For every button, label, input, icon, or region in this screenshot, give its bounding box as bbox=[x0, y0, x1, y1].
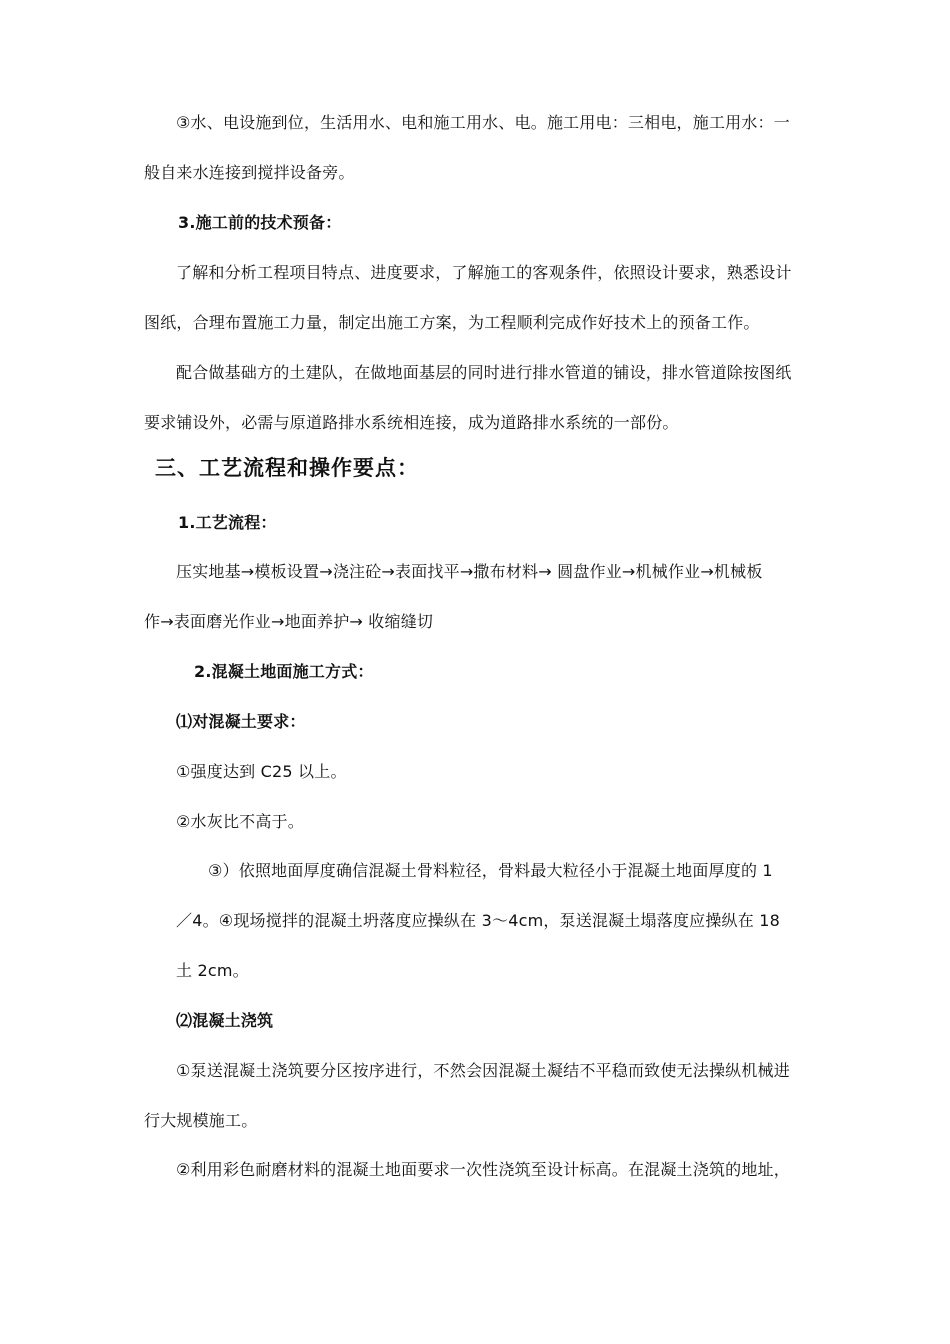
paragraph-line: ②水灰比不高于。 bbox=[176, 812, 304, 831]
paragraph-line: 图纸，合理布置施工力量，制定出施工方案，为工程顺利完成作好技术上的预备工作。 bbox=[144, 313, 760, 332]
paragraph-line: 压实地基→模板设置→浇注砼→表面找平→撒布材料→ 圆盘作业→机械作业→机械板 bbox=[176, 562, 763, 581]
paragraph-line: 配合做基础方的土建队，在做地面基层的同时进行排水管道的铺设，排水管道除按图纸 bbox=[176, 363, 792, 382]
paragraph-line: ①强度达到 C25 以上。 bbox=[176, 762, 347, 781]
sub-heading: ⑴对混凝土要求： bbox=[176, 712, 306, 731]
paragraph-line: 了解和分析工程项目特点、进度要求，了解施工的客观条件，依照设计要求，熟悉设计 bbox=[176, 263, 792, 282]
paragraph-line: ③）依照地面厚度确信混凝土骨料粒径，骨料最大粒径小于混凝土地面厚度的 1 bbox=[208, 861, 773, 880]
section-heading: 2.混凝土地面施工方式： bbox=[194, 662, 374, 681]
paragraph-line: 土 2cm。 bbox=[176, 961, 249, 980]
paragraph-line: ②利用彩色耐磨材料的混凝土地面要求一次性浇筑至设计标高。在混凝土浇筑的地址， bbox=[176, 1160, 790, 1179]
paragraph-line: ③水、电设施到位，生活用水、电和施工用水、电。施工用电：三相电，施工用水：一 bbox=[176, 113, 790, 132]
paragraph-line: 行大规模施工。 bbox=[144, 1111, 258, 1130]
section-heading: 1.工艺流程： bbox=[178, 513, 277, 532]
paragraph-line: ／4。④现场搅拌的混凝土坍落度应操纵在 3～4cm，泵送混凝土塌落度应操纵在 18 bbox=[176, 911, 780, 930]
chapter-heading: 三、工艺流程和操作要点： bbox=[155, 456, 419, 480]
paragraph-line: 般自来水连接到搅拌设备旁。 bbox=[144, 163, 355, 182]
sub-heading: ⑵混凝土浇筑 bbox=[176, 1011, 274, 1030]
section-heading: 3.施工前的技术预备： bbox=[178, 213, 342, 232]
paragraph-line: 作→表面磨光作业→地面养护→ 收缩缝切 bbox=[144, 612, 434, 631]
paragraph-line: 要求铺设外，必需与原道路排水系统相连接，成为道路排水系统的一部份。 bbox=[144, 413, 679, 432]
paragraph-line: ①泵送混凝土浇筑要分区按序进行，不然会因混凝土凝结不平稳而致使无法操纵机械进 bbox=[176, 1061, 790, 1080]
